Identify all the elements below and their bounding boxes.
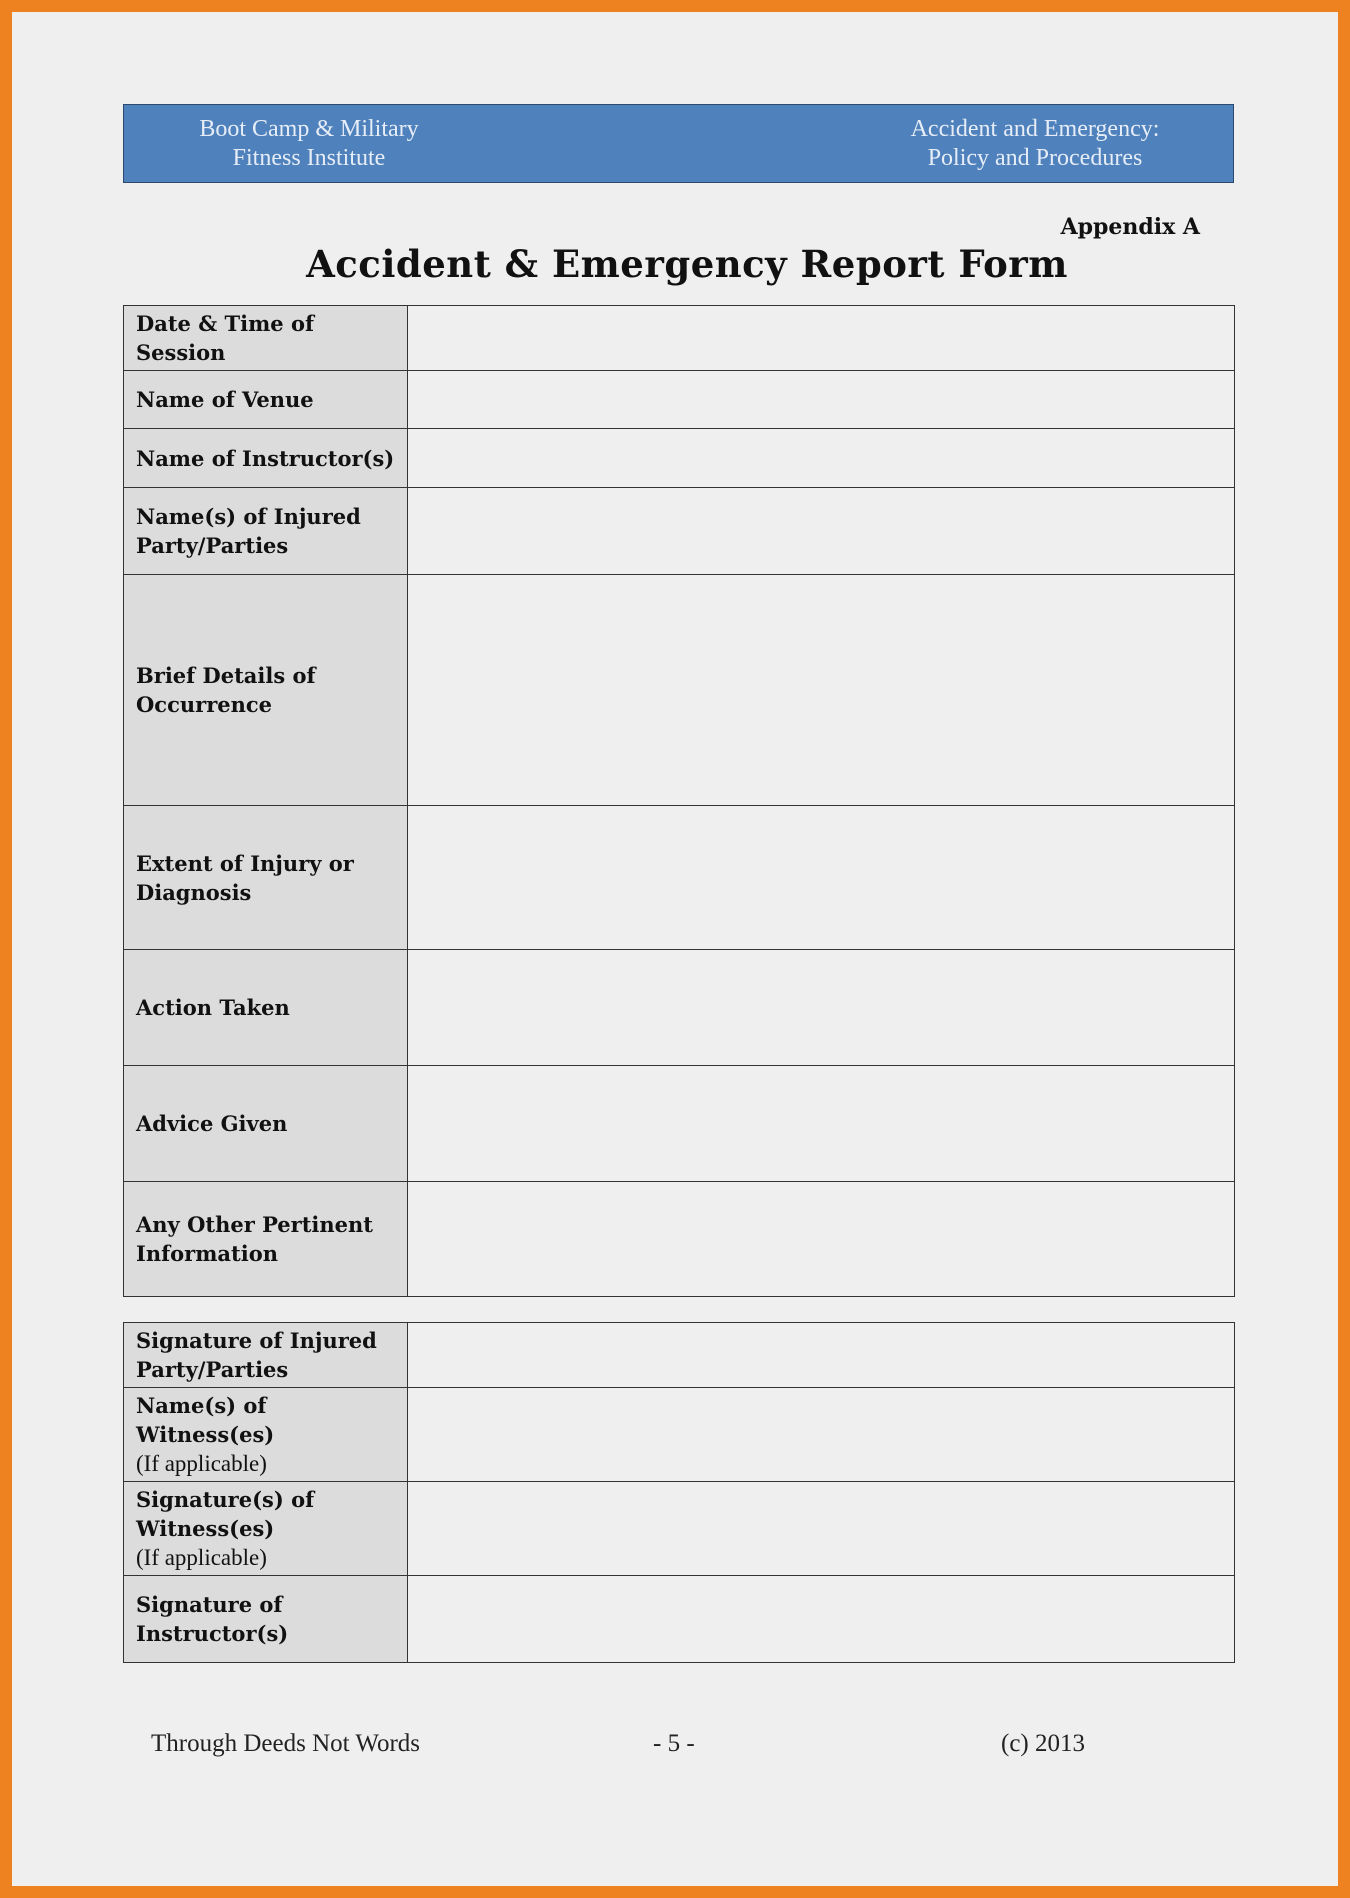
field-label-text: Signature(s) of Witness(es) [136, 1487, 315, 1541]
form-row-venue [124, 371, 1235, 429]
instructor-signature-field[interactable] [408, 1576, 1235, 1663]
field-label-text: Name(s) of Witness(es) [136, 1393, 275, 1447]
signatures-table [123, 1322, 1235, 1663]
field-label: Extent of Injury or Diagnosis [124, 806, 408, 950]
field-label: Name(s) of Injured Party/Parties [124, 488, 408, 575]
field-label-note: (If applicable) [136, 1451, 267, 1476]
injured-party-name-field[interactable] [408, 488, 1235, 575]
witness-signatures-field[interactable] [408, 1482, 1235, 1576]
form-row-witness-names [124, 1388, 1235, 1482]
form-row-injury-extent [124, 806, 1235, 950]
field-label [124, 1323, 408, 1388]
organization-name-line-1: Boot Camp & Military [199, 116, 419, 142]
form-row-date-time [124, 306, 1235, 371]
report-details-table [123, 305, 1235, 1297]
field-label [124, 1388, 408, 1482]
other-information-field[interactable] [408, 1182, 1235, 1297]
footer-motto: Through Deeds Not Words [151, 1730, 421, 1757]
form-row-injured-signature [124, 1323, 1235, 1388]
form-row-instructor-signature [124, 1576, 1235, 1663]
injured-party-signature-field[interactable] [408, 1323, 1235, 1388]
field-label: Any Other Pertinent Information [124, 1182, 408, 1297]
field-label: Brief Details of Occurrence [124, 575, 408, 806]
section-title-line-2: Policy and Procedures [927, 145, 1143, 171]
form-row-other-information [124, 1182, 1235, 1297]
field-label: Action Taken [124, 950, 408, 1066]
field-label: Date & Time of Session [124, 306, 408, 371]
copyright: (c) 2013 [1001, 1730, 1085, 1757]
section-title-line-1: Accident and Emergency: [910, 116, 1160, 142]
form-title: Accident & Emergency Report Form [306, 242, 1068, 286]
venue-field[interactable] [408, 371, 1235, 429]
organization-name-line-2: Fitness Institute [232, 145, 386, 171]
form-row-witness-signatures [124, 1482, 1235, 1576]
field-label [124, 1482, 408, 1576]
form-row-instructor [124, 429, 1235, 488]
form-row-advice-given [124, 1066, 1235, 1182]
field-label: Advice Given [124, 1066, 408, 1182]
advice-given-field[interactable] [408, 1066, 1235, 1182]
appendix-label: Appendix A [1060, 214, 1200, 240]
field-label: Name of Venue [124, 371, 408, 429]
organization-name [124, 115, 494, 173]
witness-names-field[interactable] [408, 1388, 1235, 1482]
form-row-injured-party [124, 488, 1235, 575]
field-label [124, 1576, 408, 1663]
field-label-text: Signature of Instructor(s) [136, 1592, 289, 1646]
instructor-name-field[interactable] [408, 429, 1235, 488]
occurrence-details-field[interactable] [408, 575, 1235, 806]
field-label-text: Signature of Injured Party/Parties [136, 1328, 377, 1382]
page-number: - 5 - [653, 1730, 695, 1757]
document-header [123, 104, 1234, 183]
injury-extent-field[interactable] [408, 806, 1235, 950]
document-section-title [865, 115, 1205, 173]
action-taken-field[interactable] [408, 950, 1235, 1066]
date-time-field[interactable] [408, 306, 1235, 371]
form-row-occurrence-details [124, 575, 1235, 806]
field-label: Name of Instructor(s) [124, 429, 408, 488]
form-row-action-taken [124, 950, 1235, 1066]
field-label-note: (If applicable) [136, 1545, 267, 1570]
